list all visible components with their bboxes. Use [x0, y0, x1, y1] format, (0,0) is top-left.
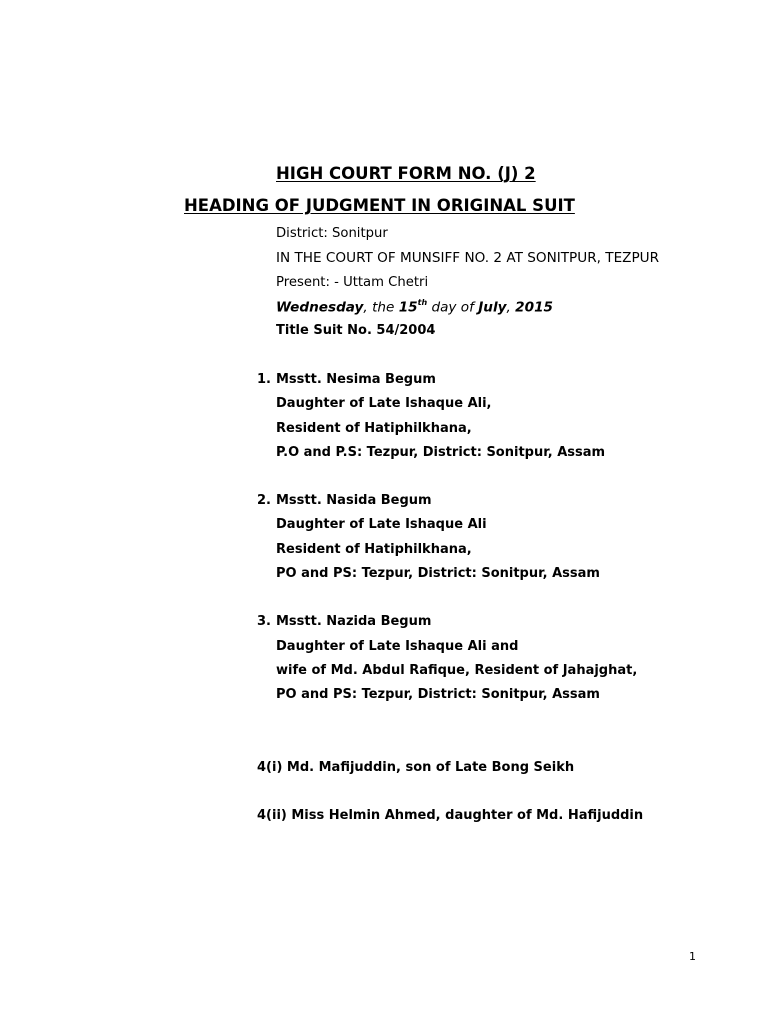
date-day: 15 — [398, 299, 418, 316]
date-weekday: Wednesday — [276, 299, 364, 316]
party-line: Msstt. Nesima Begum — [276, 372, 436, 387]
date-year: 2015 — [515, 299, 553, 316]
date-the: , the — [363, 299, 399, 316]
page-number: 1 — [689, 950, 696, 963]
party-line: Daughter of Late Ishaque Ali — [276, 517, 487, 532]
heir-line: 4(i) Md. Mafijuddin, son of Late Bong Seikh — [257, 760, 575, 775]
party-line: P.O and P.S: Tezpur, District: Sonitpur, Assam — [276, 445, 606, 460]
party-line: Resident of Hatiphilkhana, — [276, 542, 472, 557]
date-comma: , — [506, 299, 516, 316]
party-line: Daughter of Late Ishaque Ali and — [276, 639, 519, 654]
heir-line: 4(ii) Miss Helmin Ahmed, daughter of Md. Hafijuddin — [257, 808, 644, 823]
date-line — [276, 299, 553, 316]
date-day-of: day of — [427, 299, 479, 316]
party-number: 2. — [257, 493, 271, 508]
form-title: HIGH COURT FORM NO. (J) 2 — [276, 164, 536, 183]
court-line: IN THE COURT OF MUNSIFF NO. 2 AT SONITPUR, TEZPUR — [276, 250, 660, 266]
party-line: PO and PS: Tezpur, District: Sonitpur, Assam — [276, 566, 600, 581]
present-line: Present: - Uttam Chetri — [276, 275, 429, 290]
district-line: District: Sonitpur — [276, 226, 388, 241]
party-line: Msstt. Nazida Begum — [276, 614, 432, 629]
suit-number: Title Suit No. 54/2004 — [276, 323, 436, 338]
date-month: July — [478, 299, 507, 316]
date-day-suffix: th — [417, 298, 428, 307]
party-number: 1. — [257, 372, 271, 387]
party-line: wife of Md. Abdul Rafique, Resident of Jahajghat, — [276, 663, 638, 678]
judgment-heading: HEADING OF JUDGMENT IN ORIGINAL SUIT — [184, 196, 575, 215]
party-number: 3. — [257, 614, 271, 629]
party-line: Msstt. Nasida Begum — [276, 493, 432, 508]
party-line: Resident of Hatiphilkhana, — [276, 421, 472, 436]
party-line: Daughter of Late Ishaque Ali, — [276, 396, 492, 411]
party-line: PO and PS: Tezpur, District: Sonitpur, Assam — [276, 687, 600, 702]
